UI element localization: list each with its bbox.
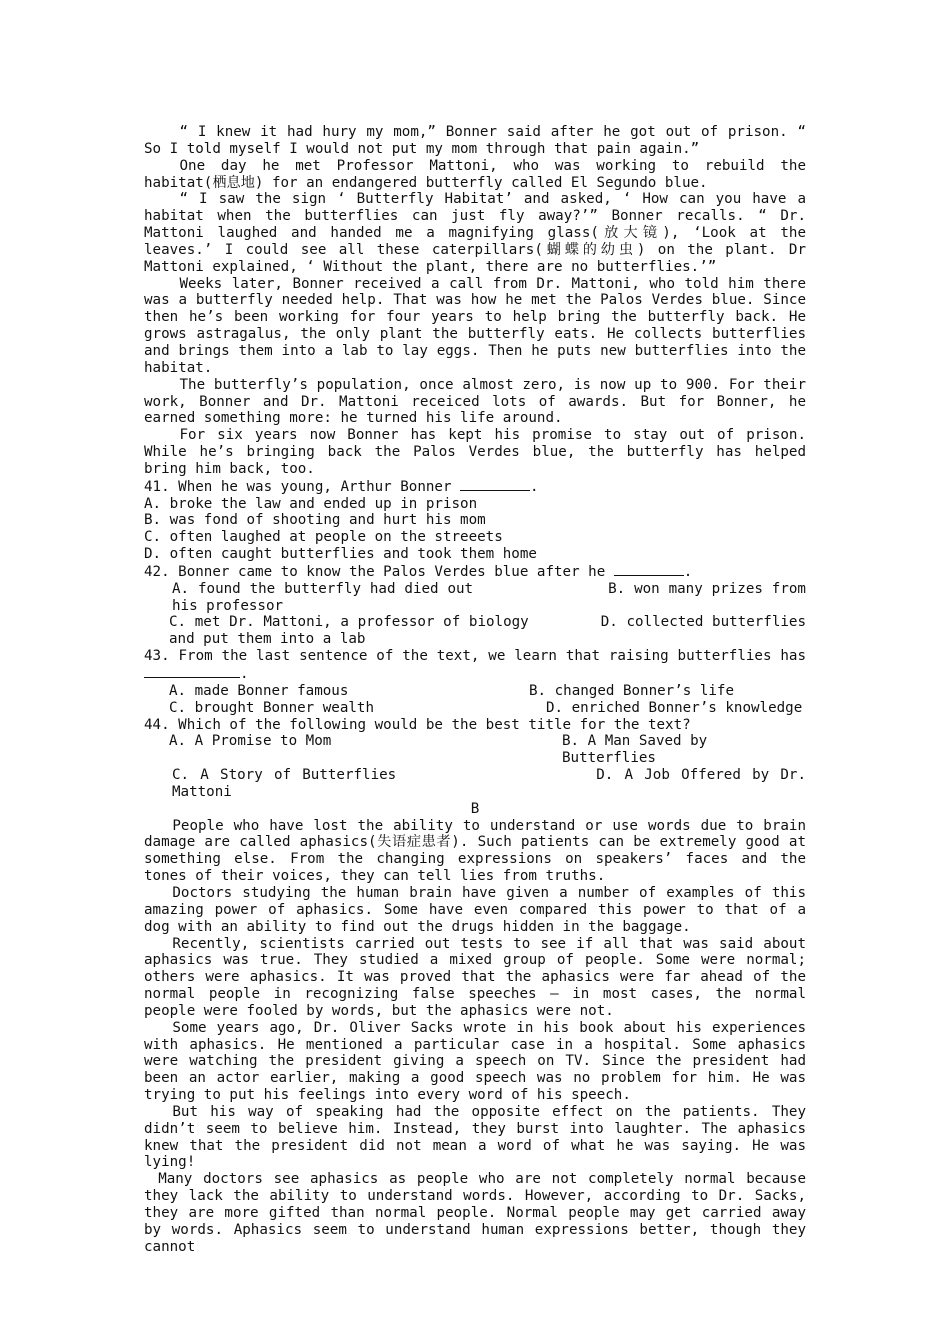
question-42 — [144, 563, 806, 648]
question-stem: 41. When he was young, Arthur Bonner . — [144, 478, 539, 495]
passage-a-paragraph: “ I saw the sign ‘ Butterfly Habitat’ and asked, ‘ How can you have a habitat when the butterflies can just fly away?’” Bonner recalls. “ Dr. Mattoni laughed and handed me a magnifying glass(放大镜), ‘Look at the leaves.’ I could see all these caterpillars(蝴蝶的幼虫) on the plant. Dr Mattoni explained, ‘ Without the plant, there are no butterflies.’” — [144, 191, 806, 275]
passage-b-paragraph: Some years ago, Dr. Oliver Sacks wrote in his book about his experiences with aphasics. He mentioned a particular case in a hospital. Some aphasics were watching the president giving a speech on TV. Since the president had been an actor earlier, making a good speech was no problem for him. He was trying to put his feelings into every word of his speech. — [144, 1019, 806, 1104]
question-option-row — [144, 581, 806, 615]
question-option[interactable]: C. often laughed at people on the streeets — [144, 529, 503, 546]
question-option[interactable]: B. won many prizes from his professor — [172, 580, 806, 614]
answer-blank — [460, 478, 530, 491]
question-option[interactable]: B. changed Bonner’s life — [529, 682, 734, 699]
question-option[interactable]: C. met Dr. Mattoni, a professor of biology — [169, 614, 529, 631]
question-stem: 43. From the last sentence of the text, we learn that raising butterflies has . — [144, 648, 806, 682]
passage-a-paragraph: “ I knew it had hury my mom,” Bonner said after he got out of prison. “ So I told myself I would not put my mom through that pain again.” — [144, 124, 806, 157]
document-page — [144, 124, 806, 1256]
question-option[interactable]: C. brought Bonner wealth — [169, 699, 374, 716]
passage-a-paragraph: The butterfly’s population, once almost zero, is now up to 900. For their work, Bonner and Dr. Mattoni receiced lots of awards. But for Bonner, he earned something more: he turned his life around. — [144, 376, 806, 427]
question-option-row — [144, 614, 806, 648]
question-option[interactable]: B. was fond of shooting and hurt his mom — [144, 512, 486, 529]
passage-b-paragraph: Recently, scientists carried out tests to see if all that was said about aphasics was true. They studied a mixed group of people. Some were normal; others were aphasics. It was proved that the aphasics were far ahead of the normal people in recognizing false speeches — in most cases, the normal people were fooled by words, but the aphasics were not. — [144, 935, 806, 1019]
question-option[interactable]: A. made Bonner famous — [169, 682, 349, 699]
question-option[interactable]: A. broke the law and ended up in prison — [144, 495, 478, 512]
question-44 — [144, 717, 806, 801]
question-option[interactable]: D. collected butterflies and put them into a lab — [169, 614, 807, 648]
question-stem: 44. Which of the following would be the best title for the text? — [144, 716, 691, 733]
question-stem: 42. Bonner came to know the Palos Verdes blue after he . — [144, 563, 693, 580]
question-option[interactable]: B. A Man Saved by Butterflies — [562, 733, 708, 767]
passage-a-paragraph: One day he met Professor Mattoni, who was working to rebuild the habitat(栖息地) for an endangered butterfly called El Segundo blue. — [144, 157, 806, 191]
question-option[interactable]: D. often caught butterflies and took them home — [144, 546, 537, 563]
question-option-row — [144, 700, 806, 717]
question-option[interactable]: C. A Story of Butterflies — [172, 767, 397, 784]
passage-a-paragraph: For six years now Bonner has kept his promise to stay out of prison. While he’s bringing back the Palos Verdes blue, the butterfly has helped bring him back, too. — [144, 427, 806, 477]
passage-b-paragraph: People who have lost the ability to understand or use words due to brain damage are called aphasics(失语症患者). Such patients can be extremely good at something else. From the changing expressions on speakers’ faces and the tones of their voices, they can tell lies from truths. — [144, 817, 806, 885]
answer-blank — [144, 665, 240, 678]
question-43 — [144, 648, 806, 716]
question-41 — [144, 478, 806, 563]
answer-blank — [614, 563, 684, 576]
question-option-row — [144, 767, 806, 801]
question-option[interactable]: D. enriched Bonner’s knowledge — [546, 699, 803, 716]
question-option-row — [144, 733, 806, 767]
question-option[interactable]: D. A Job Offered by Dr. Mattoni — [172, 767, 806, 800]
section-heading: B — [470, 800, 480, 817]
question-option[interactable]: A. A Promise to Mom — [169, 733, 332, 750]
question-option[interactable]: A. found the butterfly had died out — [172, 580, 474, 597]
question-option-row — [144, 683, 806, 700]
passage-b-paragraph: Doctors studying the human brain have given a number of examples of this amazing power of aphasics. Some have even compared this power to that of a dog with an ability to find out the drugs hidden in the baggage. — [144, 884, 806, 935]
passage-b-paragraph: But his way of speaking had the opposite effect on the patients. They didn’t seem to believe him. Instead, they burst into laughter. The aphasics knew that the president did not mean a word of what he was saying. He was lying! — [144, 1103, 806, 1171]
passage-b-paragraph: Many doctors see aphasics as people who are not completely normal because they lack the ability to understand words. However, according to Dr. Sacks, they are more gifted than normal people. Normal people may get carried away by words. Aphasics seem to understand human expressions better, though they cannot — [144, 1171, 806, 1255]
passage-a-paragraph: Weeks later, Bonner received a call from Dr. Mattoni, who told him there was a butterfly needed help. That was how he met the Palos Verdes blue. Since then he’s been working for four years to help bring the butterfly back. He grows astragalus, the only plant the butterfly eats. He collects butterflies and brings them into a lab to lay eggs. Then he puts new butterflies into the habitat. — [144, 275, 806, 376]
